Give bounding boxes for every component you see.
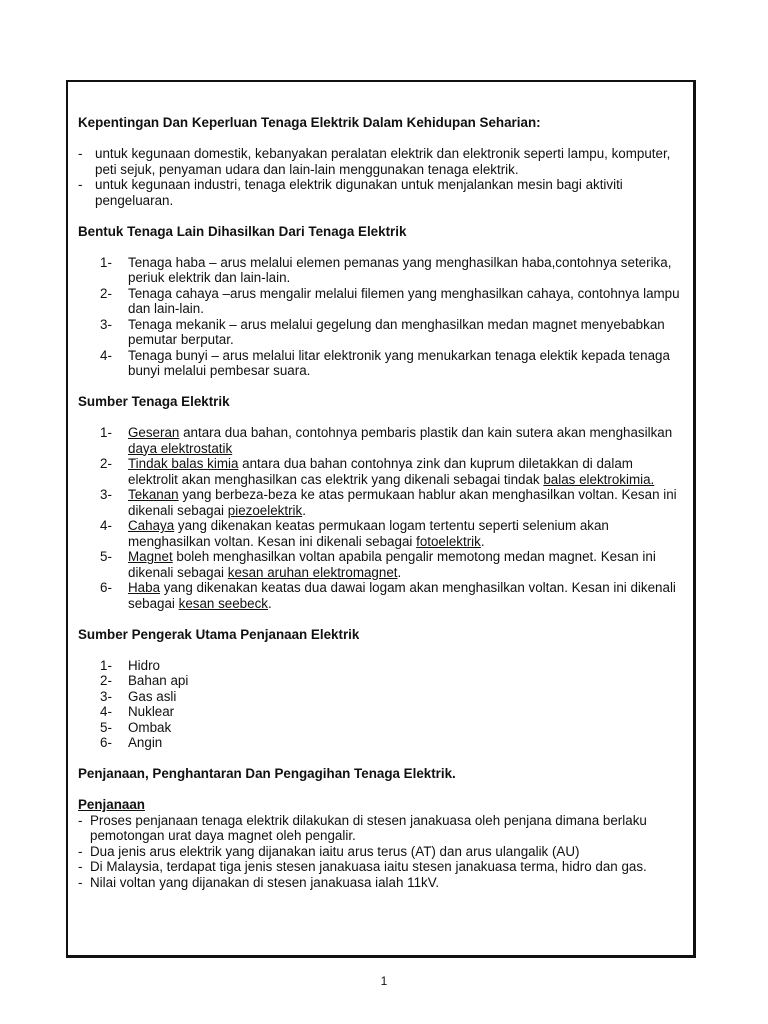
list-item: 4- Nuklear [100, 704, 175, 719]
list-item: 4- Tenaga bunyi – arus melalui litar elektronik yang menukarkan tenaga elektik kepada tenaga bunyi melalui pembesar suara. [100, 347, 670, 378]
list-item: - Dua jenis arus elektrik yang dijanakan iaitu arus terus (AT) dan arus ulangalik (AU) [78, 843, 580, 859]
list-item: 1- Tenaga haba – arus melalui elemen pemanas yang menghasilkan haba,contohnya seterika, periuk elektrik dan lain-lain. [100, 254, 672, 285]
term-underlined: piezoelektrik [227, 502, 303, 518]
term-underlined: Cahaya [128, 518, 175, 533]
document-body [78, 115, 683, 890]
numbered-list-sumber-tenaga [78, 425, 683, 611]
list-item: - Proses penjanaan tenaga elektrik dilakukan di stesen janakuasa oleh penjana dimana berlaku pemotongan urat daya magnet oleh pengalir. [78, 812, 647, 843]
list-item: 2- Tindak balas kimia antara dua bahan contohnya zink dan kuprum diletakkan di dalam elektrolit akan menghasilkan cas elektrik yang dikenali sebagai tindak balas elektrokimia. [100, 456, 655, 487]
list-item: 1- Geseran antara dua bahan, contohnya pembaris plastik dan kain sutera akan menghasilkan daya elektrostatik [100, 425, 673, 456]
list-item: 2- Tenaga cahaya –arus mengalir melalui filemen yang menghasilkan cahaya, contohnya lampu dan lain-lain. [100, 285, 680, 316]
term-underlined: Tekanan [128, 487, 179, 502]
term-underlined: Haba [128, 580, 161, 595]
list-item: 3- Tenaga mekanik – arus melalui gegelung dan menghasilkan medan magnet menyebabkan pemutar berputar. [100, 316, 665, 347]
term-underlined: Tindak balas kimia [128, 456, 239, 471]
list-item: 3- Gas asli [100, 688, 177, 704]
section-title-bentuk-tenaga: Bentuk Tenaga Lain Dihasilkan Dari Tenaga Elektrik [78, 223, 407, 239]
list-item: 4- Cahaya yang dikenakan keatas permukaan logam tertentu seperti selenium akan menghasilkan voltan. Kesan ini dikenali sebagai fotoelektrik. [100, 518, 609, 549]
term-underlined: Magnet [128, 549, 173, 564]
page-border [66, 80, 696, 958]
bullet-list-penjanaan [78, 813, 683, 891]
subheading-penjanaan: Penjanaan [78, 797, 145, 812]
section-title-penjanaan: Penjanaan, Penghantaran Dan Pengagihan Tenaga Elektrik. [78, 766, 456, 781]
list-item: 6- Angin [100, 735, 163, 750]
section-title-sumber-pengerak: Sumber Pengerak Utama Penjanaan Elektrik [78, 626, 360, 642]
list-item: - Nilai voltan yang dijanakan di stesen janakuasa ialah 11kV. [78, 874, 440, 890]
bullet-list-kepentingan [78, 146, 683, 208]
list-item: - Di Malaysia, terdapat tiga jenis stesen janakuasa iaitu stesen janakuasa terma, hidro dan gas. [78, 859, 647, 874]
term-underlined: fotoelektrik [416, 533, 481, 549]
term-underlined: kesan aruhan elektromagnet [227, 564, 398, 580]
numbered-list-bentuk-tenaga [78, 255, 683, 379]
list-item: 2- Bahan api [100, 673, 189, 688]
term-underlined: daya elektrostatik [128, 440, 233, 456]
section-title-sumber-tenaga: Sumber Tenaga Elektrik [78, 394, 230, 409]
term-underlined: balas elektrokimia. [543, 471, 655, 487]
term-underlined: Geseran [128, 425, 180, 440]
list-item: - untuk kegunaan industri, tenaga elektrik digunakan untuk menjalankan mesin bagi aktiviti pengeluaran. [78, 177, 623, 208]
term-underlined: kesan seebeck [178, 595, 268, 611]
numbered-list-sumber-pengerak [78, 658, 683, 751]
list-item: - untuk kegunaan domestik, kebanyakan peralatan elektrik dan elektronik seperti lampu, komputer, peti sejuk, penyaman udara dan lain-lain menggunakan tenaga elektrik. [78, 146, 671, 177]
list-item: 5- Ombak [100, 719, 172, 735]
list-item: 6- Haba yang dikenakan keatas dua dawai logam akan menghasilkan voltan. Kesan ini dikenali sebagai kesan seebeck. [100, 580, 676, 611]
page-number: 1 [380, 974, 388, 988]
list-item: 5- Magnet boleh menghasilkan voltan apabila pengalir memotong medan magnet. Kesan ini dikenali sebagai kesan aruhan elektromagnet. [100, 549, 656, 580]
list-item: 3- Tekanan yang berbeza-beza ke atas permukaan hablur akan menghasilkan voltan. Kesan ini dikenali sebagai piezoelektrik. [100, 487, 677, 518]
list-item: 1- Hidro [100, 657, 160, 673]
section-title-kepentingan: Kepentingan Dan Keperluan Tenaga Elektrik Dalam Kehidupan Seharian: [78, 115, 541, 130]
